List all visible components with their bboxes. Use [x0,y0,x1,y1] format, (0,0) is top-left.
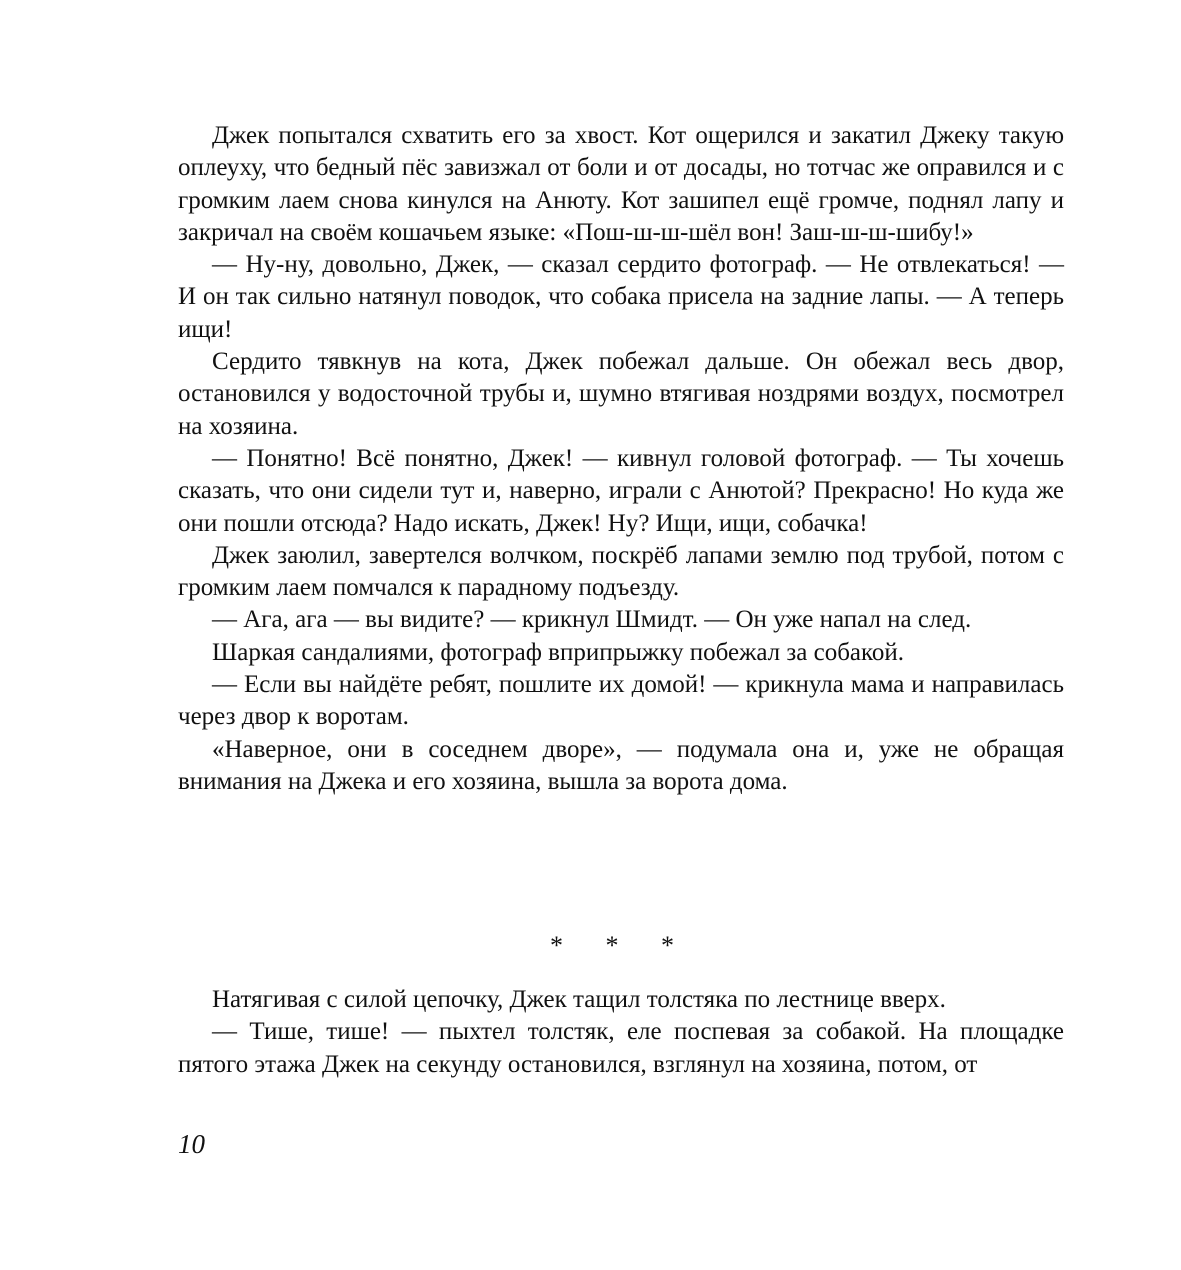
paragraph: Натягивая с силой цепочку, Джек тащил толстяка по лестнице вверх. [212,986,946,1013]
paragraph: — Понятно! Всё понятно, Джек! — кивнул головой фотограф. — Ты хочешь сказать, что они сидели тут и, наверно, играли с Анютой? Прекрасно! Но куда же они пошли отсюда? Надо искать, Джек! Ну? Ищи, ищи, собачка! [178,444,1064,537]
paragraph: Джек заюлил, завертелся волчком, поскрёб лапами землю под трубой, потом с громким лаем помчался к парадному подъезду. [178,541,1064,602]
paragraph: Шаркая сандалиями, фотограф вприпрыжку побежал за собакой. [212,638,905,666]
paragraph: «Наверное, они в соседнем дворе», — подумала она и, уже не обращая внимания на Джека и его хозяина, вышла за ворота дома. [178,735,1064,795]
paragraph: — Если вы найдёте ребят, пошлите их домой! — крикнула мама и направилась через двор к воротам. [178,671,1064,731]
paragraph: Сердито тявкнув на кота, Джек побежал дальше. Он обежал весь двор, остановился у водосточной трубы и, шумно втягивая ноздрями воздух, посмотрел на хозяина. [178,348,1064,440]
paragraph: — Ага, ага — вы видите? — крикнул Шмидт. — Он уже напал на след. [212,606,972,634]
paragraph: — Тише, тише! — пыхтел толстяк, еле поспевая за собакой. На площадке пятого этажа Джек на секунду остановился, взглянул на хозяина, потом, от [178,1018,1064,1078]
paragraph: Джек попытался схватить его за хвост. Кот ощерился и закатил Джеку такую оплеуху, что бедный пёс завизжал от боли и от досады, но тотчас же оправился и с громким лаем снова кинулся на Анюту. Кот зашипел ещё громче, поднял лапу и закричал на своём кошачьем языке: «Пош-ш-ш-шёл вон! Заш-ш-ш-шибу!» [178,122,1064,246]
text-block-main [178,120,1064,798]
text-block-continued [178,984,1064,1081]
page-number: 10 [178,1129,205,1159]
paragraph: — Ну-ну, довольно, Джек, — сказал сердито фотограф. — Не отвлекаться! — И он так сильно натянул поводок, что собака присела на задние лапы. — А теперь ищи! [178,251,1064,343]
section-separator: * * * [550,931,692,960]
